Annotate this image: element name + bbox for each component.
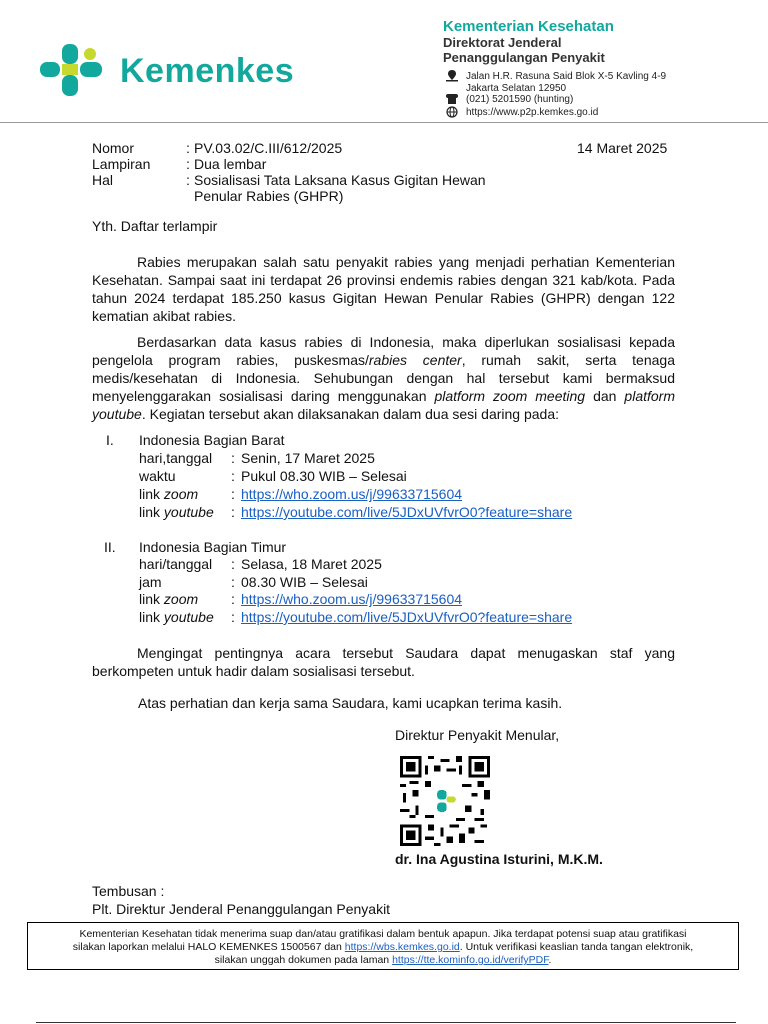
separator: : bbox=[231, 556, 235, 572]
session-1-title: Indonesia Bagian Barat bbox=[139, 432, 285, 448]
lampiran-label: Lampiran bbox=[92, 156, 151, 172]
session-1-date: Senin, 17 Maret 2025 bbox=[241, 450, 375, 466]
session-2-zoom-label bbox=[139, 590, 198, 608]
session-2-zoom-link[interactable]: https://who.zoom.us/j/99633715604 bbox=[241, 591, 463, 607]
org-directorate-sub: Penanggulangan Penyakit bbox=[443, 50, 605, 65]
hal-label: Hal bbox=[92, 172, 114, 188]
session-1-youtube-link[interactable]: https://youtube.com/live/5JDxUVfvrO0?feature=share bbox=[241, 504, 573, 520]
notice-line-2-text: silakan laporkan melalui HALO KEMENKES 1500567 dan bbox=[72, 941, 345, 953]
paragraph-request-text: Mengingat pentingnya acara tersebut Saudara dapat menugaskan staf yang berkompeten untuk hadir dalam sosialisasi tersebut. bbox=[92, 645, 675, 679]
org-directorate: Direktorat Jenderal bbox=[443, 35, 562, 50]
link-word: link bbox=[139, 504, 164, 520]
youtube-word: youtube bbox=[163, 609, 214, 625]
p2-text-c: , rumah sakit, serta tenaga medis/kesehatan di Indonesia. Sehubungan dengan hal tersebut kami bermaksud menyelenggarakan sosialisasi daring menggunakan bbox=[92, 352, 675, 404]
notice-line-3-text: silakan unggah dokumen pada laman bbox=[214, 954, 393, 966]
p2-text-e: dan bbox=[585, 388, 625, 404]
location-icon bbox=[445, 70, 459, 82]
separator: : bbox=[231, 486, 235, 502]
separator: : bbox=[186, 156, 190, 172]
link-word: link bbox=[139, 609, 164, 625]
separator: : bbox=[231, 450, 235, 466]
cc-recipient: Plt. Direktur Jenderal Penanggulangan Penyakit bbox=[92, 901, 391, 917]
paragraph-request bbox=[92, 644, 675, 680]
session-2-youtube-link[interactable]: https://youtube.com/live/5JDxUVfvrO0?feature=share bbox=[241, 609, 573, 625]
zoom-word: zoom bbox=[163, 486, 199, 502]
notice-line-3 bbox=[28, 954, 738, 967]
hal-value-line1: Sosialisasi Tata Laksana Kasus Gigitan Hewan bbox=[194, 172, 486, 188]
youtube-word: youtube bbox=[163, 504, 214, 520]
separator: : bbox=[231, 504, 235, 520]
signatory-title: Direktur Penyakit Menular, bbox=[395, 727, 560, 743]
p2-text-d: platform zoom meeting bbox=[434, 388, 586, 404]
cc-label: Tembusan : bbox=[92, 883, 165, 899]
session-1-time-label: waktu bbox=[139, 468, 176, 484]
session-2-number: II. bbox=[104, 539, 116, 555]
globe-icon bbox=[445, 106, 459, 118]
session-1-number: I. bbox=[106, 432, 114, 448]
website[interactable]: https://www.p2p.kemkes.go.id bbox=[466, 107, 599, 118]
brand-wordmark: Kemenkes bbox=[120, 52, 295, 90]
p2-text-a: Berdasarkan data kasus rabies di Indonesia, maka diperlukan sosialisasi kepada pengelola program rabies, puskesmas/ bbox=[92, 334, 675, 368]
hal-value-line2: Penular Rabies (GHPR) bbox=[194, 188, 344, 204]
p2-text-g: . Kegiatan tersebut akan dilaksanakan dalam dua sesi daring pada: bbox=[141, 406, 559, 422]
lampiran-value: Dua lembar bbox=[194, 156, 267, 172]
verify-pdf-link[interactable]: https://tte.kominfo.go.id/verifyPDF bbox=[392, 954, 549, 966]
link-word: link bbox=[139, 591, 164, 607]
session-2-time-label: jam bbox=[139, 574, 162, 590]
phone-number: (021) 5201590 (hunting) bbox=[466, 94, 574, 105]
notice-line-3-tail: . bbox=[548, 954, 552, 966]
session-2-date: Selasa, 18 Maret 2025 bbox=[241, 556, 382, 572]
session-1-time: Pukul 08.30 WIB – Selesai bbox=[241, 468, 407, 484]
separator: : bbox=[231, 591, 235, 607]
anti-gratification-notice bbox=[27, 922, 739, 970]
nomor-label: Nomor bbox=[92, 140, 135, 156]
separator: : bbox=[186, 172, 190, 188]
separator: : bbox=[231, 609, 235, 625]
notice-line-1: Kementerian Kesehatan tidak menerima suap dan/atau gratifikasi dalam bentuk apapun. Jika terdapat potensi suap atau gratifikasi bbox=[79, 928, 687, 940]
paragraph-purpose bbox=[92, 333, 675, 423]
separator: : bbox=[231, 468, 235, 484]
bottom-divider bbox=[36, 1022, 736, 1023]
address-line-2: Jakarta Selatan 12950 bbox=[466, 83, 567, 94]
address-line-1: Jalan H.R. Rasuna Said Blok X-5 Kavling 4-9 bbox=[466, 71, 667, 82]
notice-line-2 bbox=[28, 941, 738, 954]
separator: : bbox=[186, 140, 190, 156]
signature-qr-code-icon bbox=[400, 756, 490, 846]
p2-text-b: rabies center bbox=[368, 352, 462, 368]
session-2-time: 08.30 WIB – Selesai bbox=[241, 574, 368, 590]
greeting: Yth. Daftar terlampir bbox=[92, 218, 218, 234]
kemenkes-logo-icon bbox=[38, 42, 106, 98]
zoom-word: zoom bbox=[163, 591, 199, 607]
separator: : bbox=[231, 574, 235, 590]
wbs-link[interactable]: https://wbs.kemkes.go.id bbox=[344, 941, 460, 953]
header-divider bbox=[0, 122, 768, 123]
letter-date: 14 Maret 2025 bbox=[577, 140, 668, 156]
link-word: link bbox=[139, 486, 164, 502]
paragraph-closing: Atas perhatian dan kerja sama Saudara, kami ucapkan terima kasih. bbox=[138, 695, 563, 711]
phone-icon bbox=[445, 93, 459, 105]
session-1-youtube-label bbox=[139, 503, 214, 521]
paragraph-intro bbox=[92, 253, 675, 325]
session-1-zoom-link[interactable]: https://who.zoom.us/j/99633715604 bbox=[241, 486, 463, 502]
session-2-title: Indonesia Bagian Timur bbox=[139, 539, 287, 555]
session-2-date-label: hari/tanggal bbox=[139, 556, 213, 572]
nomor-value: PV.03.02/C.III/612/2025 bbox=[194, 140, 343, 156]
signatory-name: dr. Ina Agustina Isturini, M.K.M. bbox=[395, 851, 603, 867]
org-name: Kementerian Kesehatan bbox=[443, 18, 614, 35]
session-2-youtube-label bbox=[139, 608, 214, 626]
p2-text-f: platform youtube bbox=[92, 388, 675, 422]
session-1-date-label: hari,tanggal bbox=[139, 450, 213, 466]
paragraph-intro-text: Rabies merupakan salah satu penyakit rabies yang menjadi perhatian Kementerian Kesehatan. Sampai saat ini terdapat 26 provinsi endemis rabies dengan 321 kab/kota. Pada tahun 2024 terdapat 185.250 kasus Gigitan Hewan Penular Rabies (GHPR) dengan 122 kematian akibat rabies. bbox=[92, 254, 675, 324]
notice-line-2-tail: . Untuk verifikasi keaslian tanda tangan elektronik, bbox=[459, 941, 694, 953]
session-1-zoom-label bbox=[139, 485, 198, 503]
